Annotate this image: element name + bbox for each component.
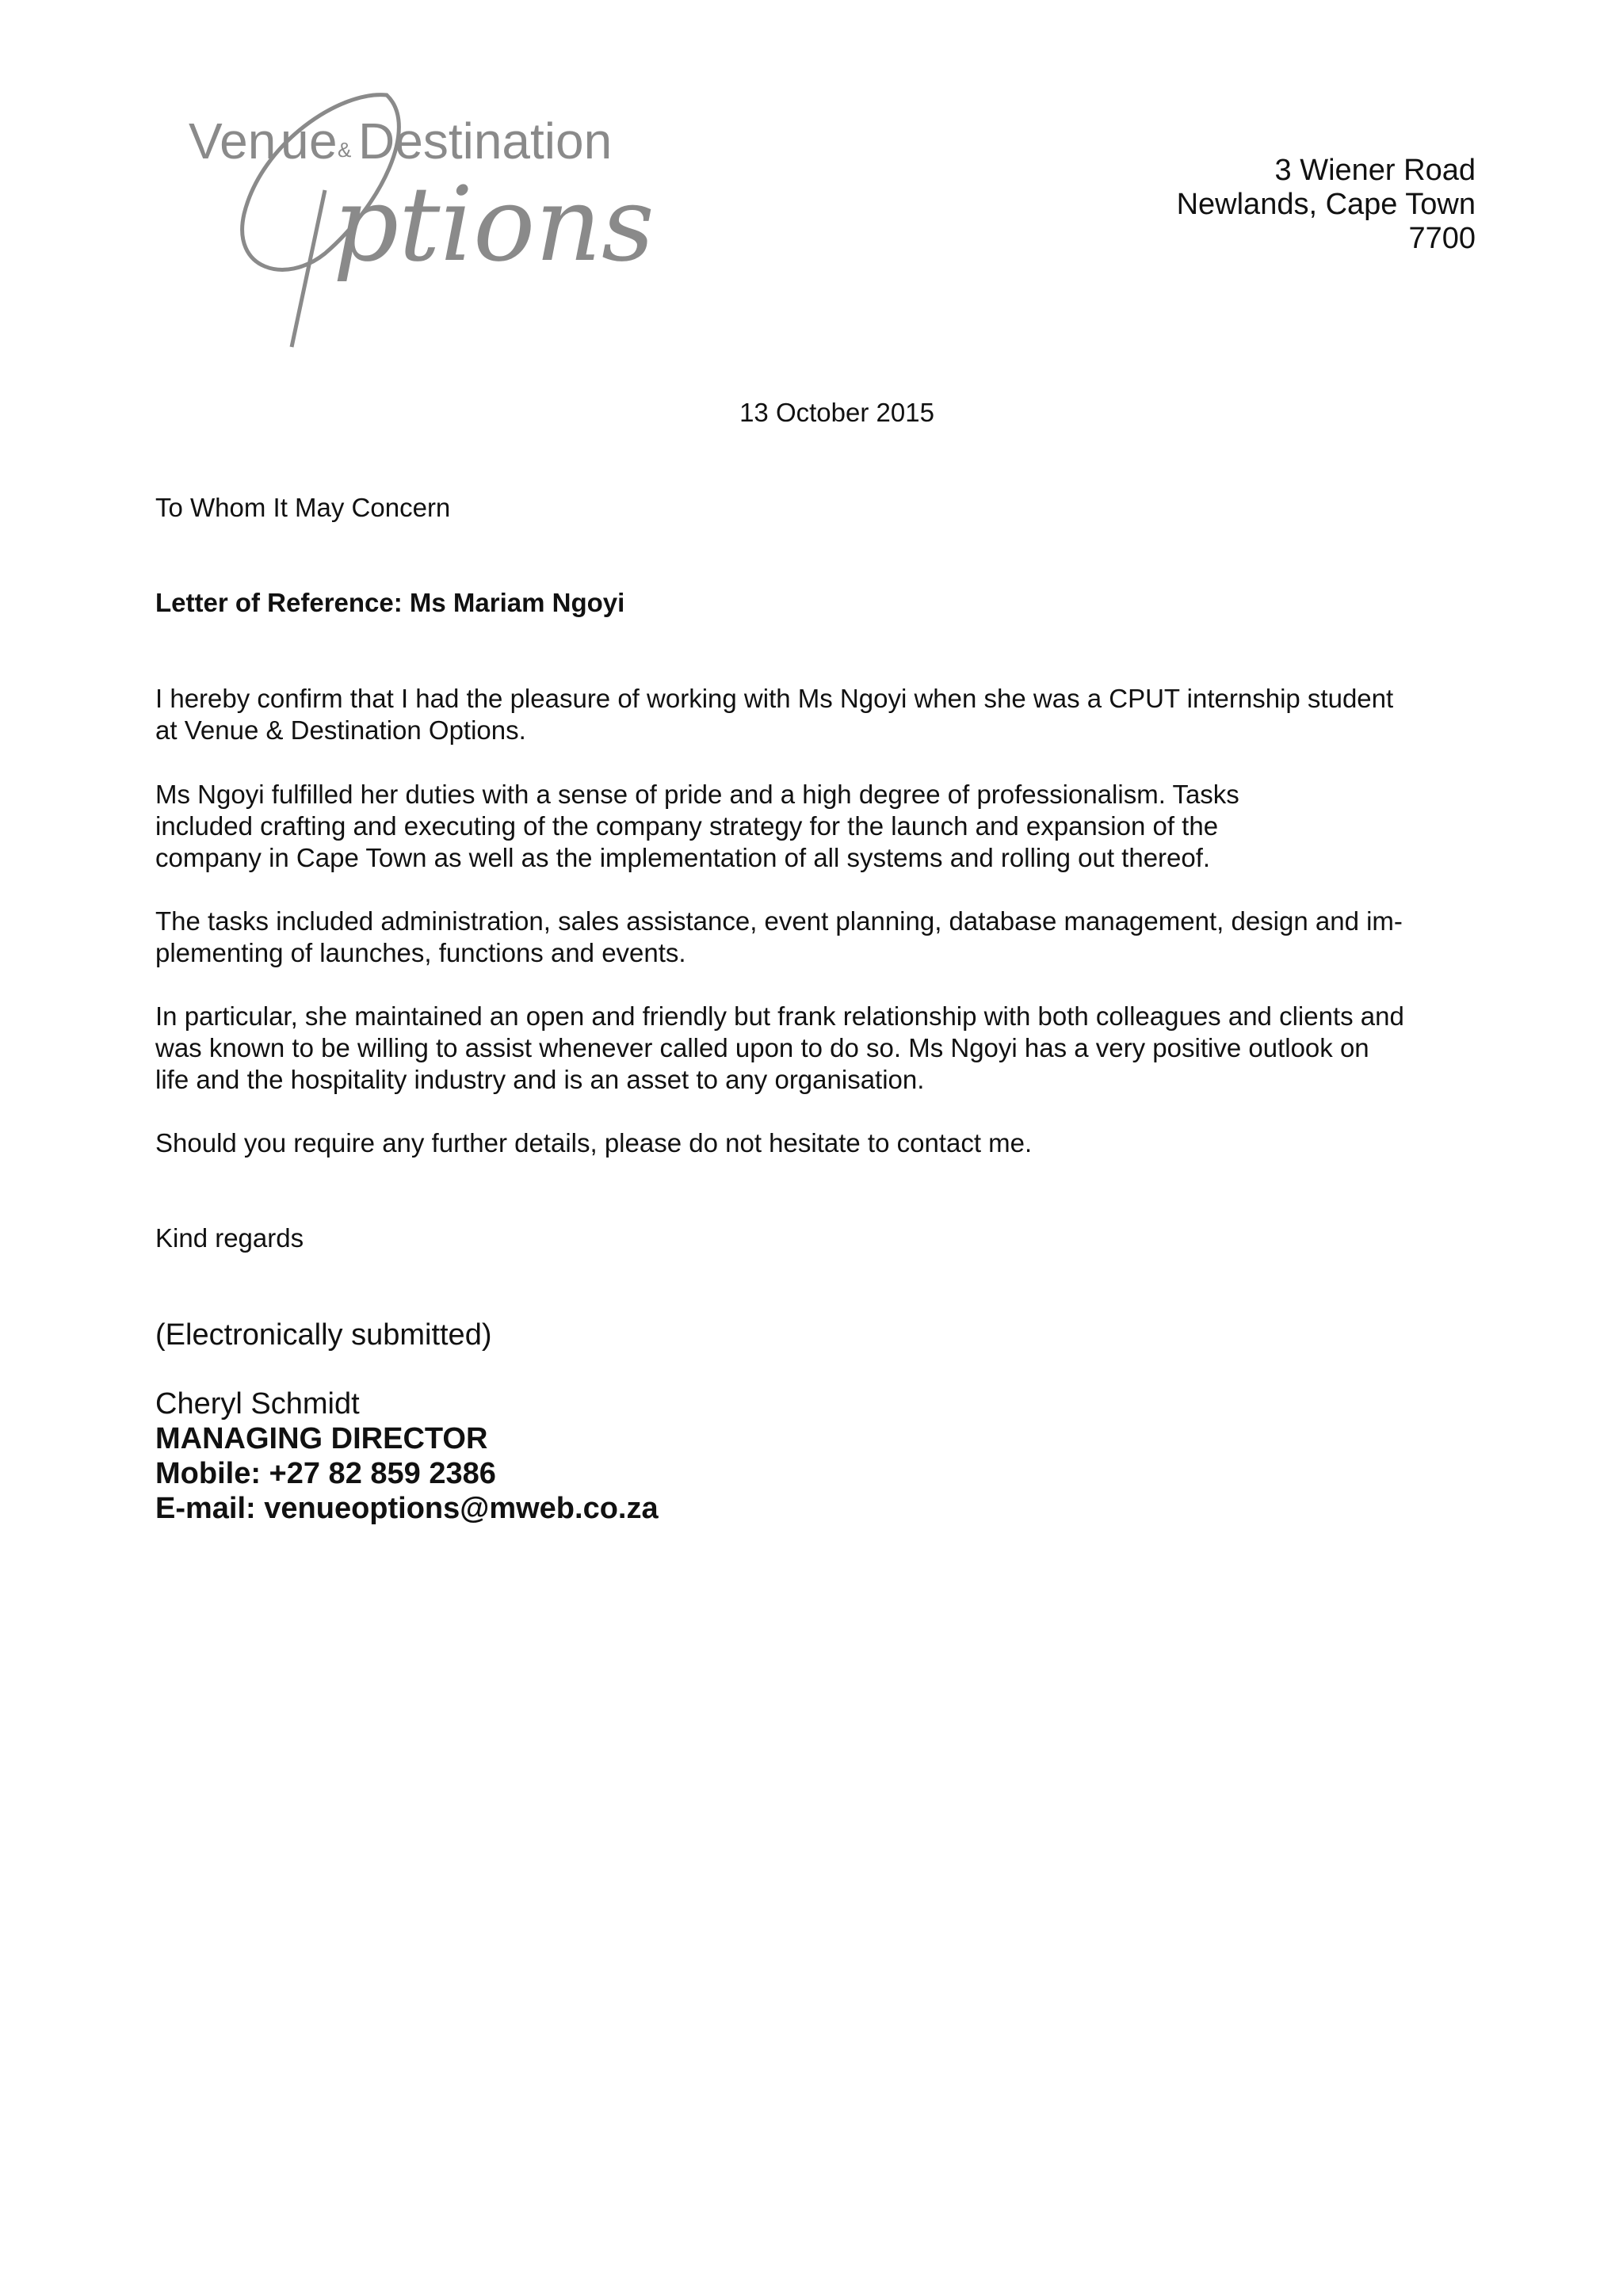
logo-text-e: e	[309, 113, 338, 170]
paragraph-3-line-1: The tasks included administration, sales assistance, event planning, database management, design and im-	[155, 906, 1403, 936]
signatory-mobile: Mobile: +27 82 859 2386	[155, 1457, 496, 1490]
paragraph-3-line-2: plementing of launches, functions and events.	[155, 938, 686, 967]
logo-text-destination: Destination	[358, 113, 613, 170]
sender-address	[1177, 154, 1476, 256]
paragraph-5-line-1: Should you require any further details, please do not hesitate to contact me.	[155, 1128, 1033, 1158]
subject-line: Letter of Reference: Ms Mariam Ngoyi	[155, 588, 625, 617]
paragraph-1-line-1: I hereby confirm that I had the pleasure of working with Ms Ngoyi when she was a CPUT internship student	[155, 684, 1394, 713]
signatory-email: E-mail: venueoptions@mweb.co.za	[155, 1492, 659, 1525]
address-line-3: 7700	[1408, 222, 1476, 255]
paragraph-2-line-1: Ms Ngoyi fulfilled her duties with a sense of pride and a high degree of professionalism. Tasks	[155, 780, 1239, 809]
salutation: To Whom It May Concern	[155, 493, 451, 522]
logo-text-u: u	[281, 113, 309, 170]
paragraph-2-line-2: included crafting and executing of the company strategy for the launch and expansion of the	[155, 811, 1219, 841]
company-logo	[182, 79, 705, 364]
paragraph-4-line-1: In particular, she maintained an open and friendly but frank relationship with both colleagues and clients and	[155, 1001, 1404, 1031]
address-line-1: 3 Wiener Road	[1274, 154, 1476, 187]
paragraph-2-line-3: company in Cape Town as well as the implementation of all systems and rolling out thereof.	[155, 843, 1211, 872]
signatory-title: MANAGING DIRECTOR	[155, 1422, 488, 1455]
logo-script-word: ptions	[333, 164, 655, 284]
signatory-name: Cheryl Schmidt	[155, 1387, 360, 1421]
submitted-note: (Electronically submitted)	[155, 1318, 492, 1352]
logo-ampersand: &	[338, 138, 352, 162]
paragraph-4-line-2: was known to be willing to assist whenever called upon to do so. Ms Ngoyi has a very positive outlook on	[155, 1033, 1369, 1062]
closing: Kind regards	[155, 1223, 304, 1253]
logo-text-ven: Ven	[189, 113, 277, 170]
paragraph-4-line-3: life and the hospitality industry and is an asset to any organisation.	[155, 1065, 925, 1094]
paragraph-1-line-2: at Venue & Destination Options.	[155, 715, 526, 745]
address-line-2: Newlands, Cape Town	[1176, 188, 1476, 221]
letter-date: 13 October 2015	[739, 398, 934, 427]
